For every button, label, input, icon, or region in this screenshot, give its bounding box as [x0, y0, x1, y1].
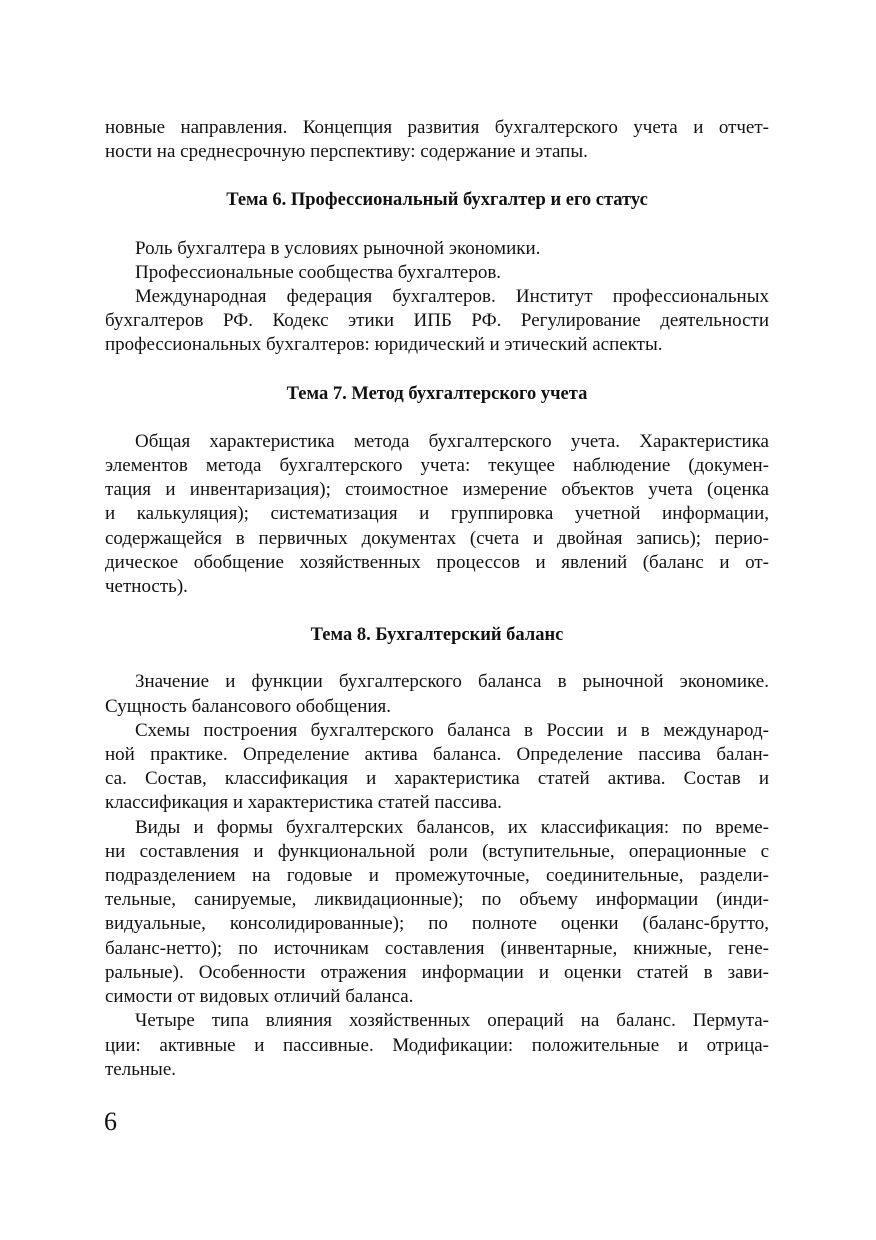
- text-line: четность).: [105, 576, 188, 598]
- text-line: новные направления. Концепция развития бухгалтерского учета и отчет-: [105, 117, 769, 138]
- text-line: тельные, санируемые, ликвидационные); по объему информации (инди-: [105, 889, 769, 911]
- text-line: са. Состав, классификация и характеристика статей актива. Состав и: [105, 768, 769, 790]
- text-line: Общая характеристика метода бухгалтерского учета. Характеристика: [135, 430, 769, 452]
- text-line: ни составления и функциональной роли (вступительные, операционные с: [105, 840, 769, 862]
- text-line: бухгалтеров РФ. Кодекс этики ИПБ РФ. Регулирование деятельности: [105, 310, 769, 332]
- text-line: Профессиональные сообщества бухгалтеров.: [135, 261, 502, 283]
- text-line: ности на среднесрочную перспективу: содержание и этапы.: [105, 141, 588, 163]
- text-line: тация и инвентаризация); стоимостное измерение объектов учета (оценка: [105, 479, 769, 501]
- text-line: Схемы построения бухгалтерского баланса в России и в международ-: [135, 719, 769, 741]
- text-line: Четыре типа влияния хозяйственных операций на баланс. Пермута-: [135, 1010, 769, 1032]
- text-line: ной практике. Определение актива баланса. Определение пассива балан-: [105, 744, 769, 766]
- text-line: Сущность балансового обобщения.: [105, 695, 392, 717]
- text-line: тельные.: [105, 1058, 176, 1080]
- text-line: Международная федерация бухгалтеров. Институт профессиональных: [135, 286, 769, 308]
- topic-6-heading: Тема 6. Профессиональный бухгалтер и его статус: [226, 190, 648, 211]
- text-line: и калькуляция); систематизация и группировка учетной информации,: [105, 503, 769, 525]
- text-line: видуальные, консолидированные); по полноте оценки (баланс-брутто,: [105, 913, 769, 935]
- topic-8-body: [105, 670, 769, 1081]
- text-line: симости от видовых отличий баланса.: [105, 986, 414, 1008]
- text-line: элементов метода бухгалтерского учета: текущее наблюдение (докумен-: [105, 455, 769, 477]
- intro-paragraph: [105, 116, 769, 164]
- text-line: подразделением на годовые и промежуточные, соединительные, раздели-: [105, 865, 769, 887]
- text-line: дическое обобщение хозяйственных процессов и явлений (баланс и от-: [105, 551, 769, 573]
- text-line: ральные). Особенности отражения информации и оценки статей в зави-: [105, 961, 769, 983]
- page-body: [105, 116, 769, 1082]
- text-line: классификация и характеристика статей пассива.: [105, 792, 502, 814]
- topic-6-body: [105, 237, 769, 358]
- topic-8-heading: Тема 8. Бухгалтерский баланс: [310, 625, 564, 646]
- text-line: баланс-нетто); по источникам составления (инвентарные, книжные, гене-: [105, 937, 769, 959]
- text-line: содержащейся в первичных документах (счета и двойная запись); перио-: [105, 527, 769, 549]
- text-line: Виды и формы бухгалтерских балансов, их классификация: по време-: [135, 816, 769, 838]
- text-line: профессиональных бухгалтеров: юридический и этический аспекты.: [105, 334, 663, 356]
- text-line: ции: активные и пассивные. Модификации: положительные и отрица-: [105, 1034, 769, 1056]
- text-line: Роль бухгалтера в условиях рыночной экономики.: [135, 237, 541, 259]
- topic-7-body: [105, 430, 769, 599]
- topic-7-heading: Тема 7. Метод бухгалтерского учета: [286, 383, 588, 404]
- page-number: 6: [104, 1107, 117, 1136]
- text-line: Значение и функции бухгалтерского баланса в рыночной экономике.: [135, 671, 769, 693]
